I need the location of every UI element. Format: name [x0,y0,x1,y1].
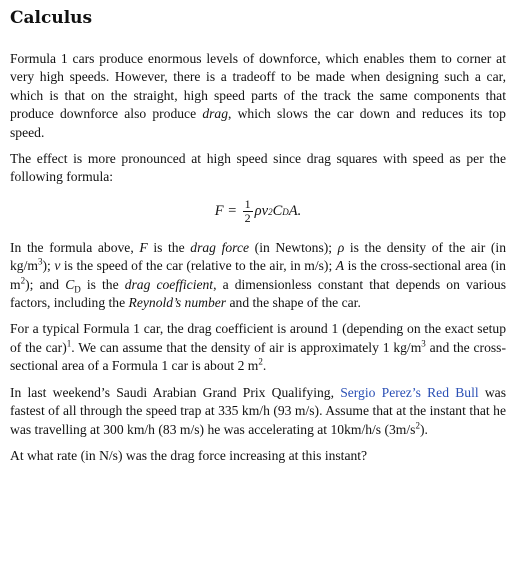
text: Formula 1 cars produce enormous levels of downforce, which enables them to corner at very high speeds. However, there is a tradeoff to be made when designing such a car, which is that on the straight, high speed parts of the track the same components that produce downforce also produce [10,51,506,122]
fraction-denominator: 2 [244,211,251,226]
superscript: 2 [415,419,420,430]
formula-lhs: F = [214,203,238,220]
emphasis: Reynold’s number [128,295,227,311]
question: At what rate (in N/s) was the drag force increasing at this instant? [10,447,368,463]
text: is the cross-sectional area (in m [10,258,506,292]
drag-formula: F = $\frac{1}{2}$ ρv 2 C D A. [214,197,302,226]
emphasis: drag force [190,239,250,255]
symbol: ρ [337,239,345,255]
text: . We can assume that the density of air is approximately 1 kg/m [71,339,422,355]
superscript: 2 [20,275,26,286]
emphasis-drag: drag [202,106,228,122]
text: was fastest of all through the speed trap at 335 km/h (93 m/s). Assume that at the instant that he was travelling at 300 km/h (83 m/s) he was accelerating at 10km/h/s (3m/s [10,384,506,437]
symbol: F [139,239,148,255]
footnote-marker[interactable]: 1 [66,338,72,349]
text: ); and [25,276,66,292]
emphasis: drag coefficient [124,276,214,292]
formula-fraction [243,198,253,225]
text: is the speed of the car (relative to the air, in m/s); [60,258,336,274]
page-title: Calculus [10,8,93,28]
superscript: 3 [421,338,426,349]
text: For a typical Formula 1 car, the drag coefficient is around 1 (depending on the exact setup of the car) [10,321,506,355]
text: is the [80,276,125,292]
perez-link[interactable]: Sergio Perez’s Red Bull [340,384,479,400]
subscript: D [74,284,81,295]
formula-c: C [272,203,283,220]
text: is the density of the air (in kg/m [10,239,506,274]
superscript: 3 [37,256,43,267]
text: , a dimensionless constant that depends on various factors, including the [10,276,506,311]
text: . [262,358,267,374]
formula-a: A. [288,203,302,220]
text: In last weekend’s Saudi Arabian Grand Prix Qualifying, [10,384,341,400]
symbol: C [65,276,75,292]
superscript: 2 [258,356,263,367]
paragraph-intro [10,50,506,142]
text: and the shape of the car. [226,295,361,311]
text: , which slows the car down and reduces its top speed. [10,106,506,140]
formula-rho-v: ρv [254,203,269,220]
paragraph-effect: The effect is more pronounced at high speed since drag squares with speed as per the following formula: [10,151,506,185]
fraction-numerator: 1 [244,197,251,212]
text: and the cross-sectional area of a Formula 1 car is about 2 m [10,339,506,374]
text: In the formula above, [10,239,140,255]
text: is the [147,239,191,255]
paragraph-definitions [10,239,506,313]
paragraph-scenario [10,384,506,439]
paragraph-assumptions [10,320,506,375]
symbol: v [54,258,61,274]
text: ); [42,258,55,274]
symbol: A [335,258,345,274]
text: ). [419,421,428,437]
text: (in Newtons); [249,239,338,255]
